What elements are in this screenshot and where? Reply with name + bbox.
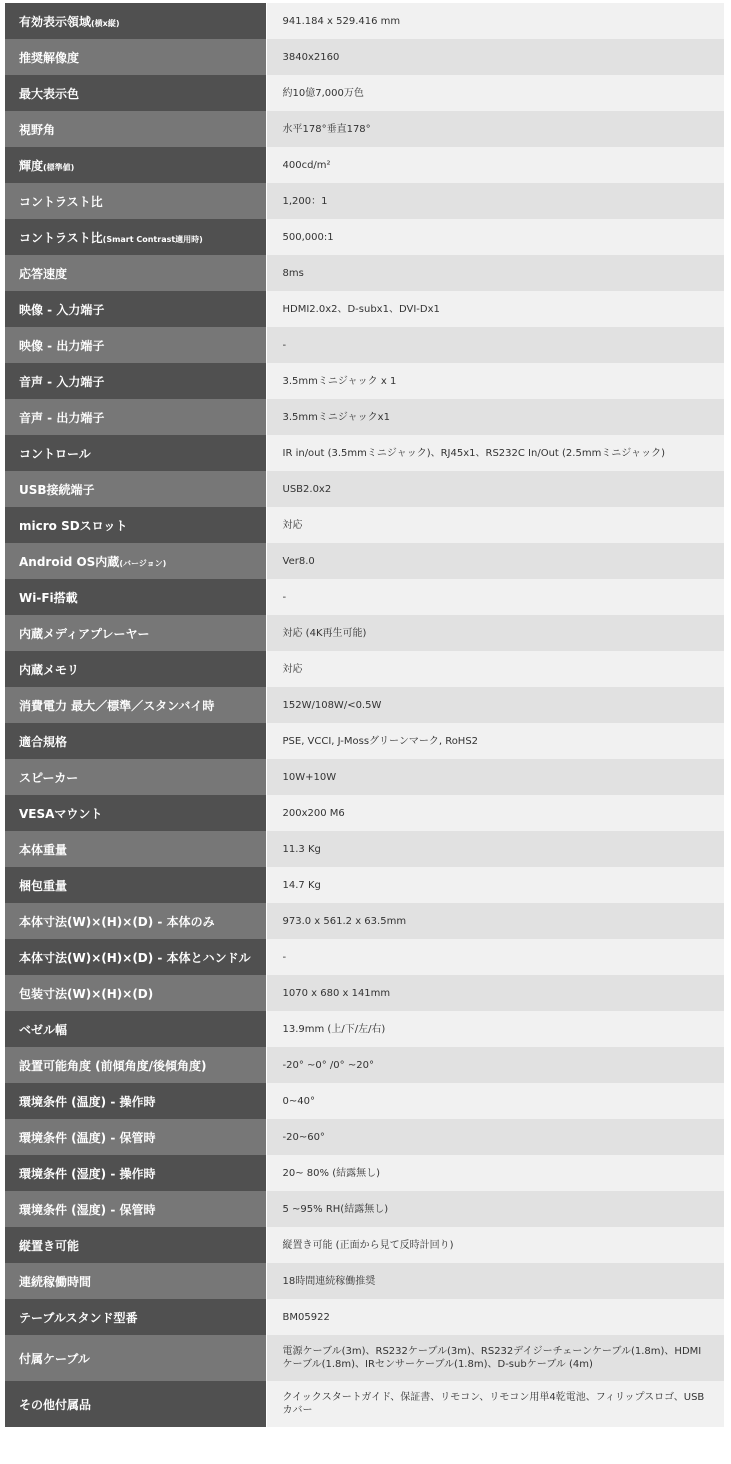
spec-label: 有効表示領域	[19, 14, 92, 29]
spec-label: コントラスト比	[19, 230, 103, 245]
spec-value: 400cd/m²	[266, 147, 724, 183]
spec-label: Android OS内蔵	[19, 554, 120, 569]
spec-row	[5, 1263, 724, 1299]
spec-row	[5, 723, 724, 759]
spec-label-cell	[5, 147, 266, 183]
spec-label-cell	[5, 651, 266, 687]
spec-row	[5, 1191, 724, 1227]
spec-label-cell	[5, 579, 266, 615]
spec-row	[5, 579, 724, 615]
spec-label-cell	[5, 39, 266, 75]
spec-row	[5, 1011, 724, 1047]
spec-label-cell	[5, 975, 266, 1011]
spec-label: 輝度	[19, 158, 44, 173]
spec-row	[5, 903, 724, 939]
spec-label-cell	[5, 687, 266, 723]
spec-label-cell	[5, 255, 266, 291]
spec-label: 応答速度	[19, 266, 68, 281]
spec-label-cell	[5, 1227, 266, 1263]
spec-value: PSE, VCCI, J-Mossグリーンマーク, RoHS2	[266, 723, 724, 759]
spec-label-cell	[5, 1119, 266, 1155]
spec-label: 音声 - 出力端子	[19, 410, 105, 425]
spec-label: 音声 - 入力端子	[19, 374, 105, 389]
spec-row	[5, 75, 724, 111]
spec-label: 付属ケーブル	[19, 1351, 90, 1366]
spec-label-cell	[5, 903, 266, 939]
spec-label-note: (横x縦)	[91, 18, 120, 28]
spec-label-cell	[5, 543, 266, 579]
spec-label: 本体重量	[19, 842, 68, 857]
spec-value: 対応	[266, 651, 724, 687]
spec-label-cell	[5, 435, 266, 471]
spec-value: HDMI2.0x2、D-subx1、DVI-Dx1	[266, 291, 724, 327]
spec-label: コントロール	[19, 446, 91, 461]
spec-table-body	[5, 3, 724, 1427]
spec-value: -	[266, 939, 724, 975]
spec-value: 13.9mm (上/下/左/右)	[266, 1011, 724, 1047]
spec-label: 縦置き可能	[19, 1238, 80, 1253]
spec-label-cell	[5, 111, 266, 147]
spec-label-cell	[5, 723, 266, 759]
spec-label: 設置可能角度 (前傾角度/後傾角度)	[19, 1058, 207, 1073]
spec-value: 水平178°垂直178°	[266, 111, 724, 147]
spec-row	[5, 219, 724, 255]
spec-row	[5, 759, 724, 795]
spec-row	[5, 327, 724, 363]
spec-value: 20~ 80% (結露無し)	[266, 1155, 724, 1191]
spec-label-cell	[5, 1263, 266, 1299]
spec-row	[5, 867, 724, 903]
spec-label-cell	[5, 327, 266, 363]
spec-label: 本体寸法(W)×(H)×(D) - 本体とハンドル	[19, 950, 251, 965]
spec-value: 5 ~95% RH(結露無し)	[266, 1191, 724, 1227]
spec-label-cell	[5, 291, 266, 327]
spec-value: IR in/out (3.5mmミニジャック)、RJ45x1、RS232C In/Out (2.5mmミニジャック)	[266, 435, 724, 471]
spec-label-cell	[5, 1047, 266, 1083]
spec-label: 最大表示色	[19, 86, 80, 101]
spec-value: -	[266, 579, 724, 615]
spec-value: BM05922	[266, 1299, 724, 1335]
spec-label: micro SDスロット	[19, 518, 128, 533]
spec-value: 3.5mmミニジャック x 1	[266, 363, 724, 399]
spec-label: スピーカー	[19, 770, 79, 785]
spec-label: Wi-Fi搭載	[19, 590, 78, 605]
spec-value: 18時間連続稼働推奨	[266, 1263, 724, 1299]
spec-row	[5, 687, 724, 723]
spec-label: ベゼル幅	[19, 1022, 68, 1037]
spec-label: 視野角	[19, 122, 56, 137]
spec-label: 連続稼働時間	[19, 1274, 92, 1289]
spec-row	[5, 1083, 724, 1119]
spec-row	[5, 1227, 724, 1263]
spec-row	[5, 471, 724, 507]
spec-label-cell	[5, 507, 266, 543]
spec-label: 環境条件 (温度) - 保管時	[19, 1130, 156, 1145]
spec-value: 8ms	[266, 255, 724, 291]
spec-label-cell	[5, 1191, 266, 1227]
spec-row	[5, 1047, 724, 1083]
spec-label-cell	[5, 795, 266, 831]
spec-label: その他付属品	[19, 1397, 92, 1412]
spec-label: 内蔵メディアプレーヤー	[19, 626, 150, 641]
spec-table	[5, 3, 724, 1427]
spec-value: 対応	[266, 507, 724, 543]
spec-value: Ver8.0	[266, 543, 724, 579]
spec-value: -20° ~0° /0° ~20°	[266, 1047, 724, 1083]
spec-label-note: (標準値)	[43, 162, 75, 172]
spec-value: 973.0 x 561.2 x 63.5mm	[266, 903, 724, 939]
spec-value: クイックスタートガイド、保証書、リモコン、リモコン用単4乾電池、フィリップスロゴ、USBカバー	[266, 1381, 724, 1427]
spec-label-cell	[5, 831, 266, 867]
spec-label-cell	[5, 1155, 266, 1191]
spec-value: 10W+10W	[266, 759, 724, 795]
spec-value: 1070 x 680 x 141mm	[266, 975, 724, 1011]
spec-value: 500,000:1	[266, 219, 724, 255]
spec-row	[5, 399, 724, 435]
spec-label: 映像 - 入力端子	[19, 302, 105, 317]
spec-label-note: (Smart Contrast適用時)	[102, 234, 203, 244]
spec-label: 適合規格	[19, 734, 68, 749]
spec-row	[5, 651, 724, 687]
spec-value: USB2.0x2	[266, 471, 724, 507]
spec-label-cell	[5, 183, 266, 219]
spec-row	[5, 1299, 724, 1335]
spec-value: 11.3 Kg	[266, 831, 724, 867]
spec-value: 縦置き可能 (正面から見て反時計回り)	[266, 1227, 724, 1263]
spec-row	[5, 831, 724, 867]
spec-value: -	[266, 327, 724, 363]
spec-label: 環境条件 (温度) - 操作時	[19, 1094, 156, 1109]
spec-row	[5, 975, 724, 1011]
spec-row	[5, 795, 724, 831]
spec-label-cell	[5, 471, 266, 507]
spec-value: 3840x2160	[266, 39, 724, 75]
spec-value: 200x200 M6	[266, 795, 724, 831]
spec-row	[5, 1335, 724, 1381]
spec-label-cell	[5, 75, 266, 111]
spec-row	[5, 111, 724, 147]
spec-value: 対応 (4K再生可能)	[266, 615, 724, 651]
spec-label: 内蔵メモリ	[19, 662, 80, 677]
spec-label: 推奨解像度	[19, 50, 80, 65]
spec-label: コントラスト比	[19, 194, 103, 209]
spec-label-cell	[5, 1011, 266, 1047]
spec-row	[5, 507, 724, 543]
spec-label: 包装寸法(W)×(H)×(D)	[19, 986, 154, 1001]
spec-row	[5, 435, 724, 471]
spec-label-cell	[5, 1335, 266, 1381]
spec-value: 14.7 Kg	[266, 867, 724, 903]
spec-label-cell	[5, 615, 266, 651]
spec-row	[5, 3, 724, 39]
spec-label-cell	[5, 363, 266, 399]
spec-label-cell	[5, 1299, 266, 1335]
spec-value: 電源ケーブル(3m)、RS232ケーブル(3m)、RS232デイジーチェーンケーブル(1.8m)、HDMIケーブル(1.8m)、IRセンサーケーブル(1.8m)、D-subケーブル (4m)	[266, 1335, 724, 1381]
spec-row	[5, 39, 724, 75]
spec-row	[5, 1155, 724, 1191]
spec-label: VESAマウント	[19, 806, 103, 821]
spec-value: 0~40°	[266, 1083, 724, 1119]
spec-row	[5, 363, 724, 399]
spec-label-cell	[5, 1381, 266, 1427]
spec-label-cell	[5, 867, 266, 903]
spec-value: -20~60°	[266, 1119, 724, 1155]
spec-label: 本体寸法(W)×(H)×(D) - 本体のみ	[19, 914, 215, 929]
spec-label: 環境条件 (湿度) - 操作時	[19, 1166, 156, 1181]
spec-row	[5, 615, 724, 651]
spec-row	[5, 291, 724, 327]
spec-row	[5, 1119, 724, 1155]
spec-label: 消費電力 最大／標準／スタンバイ時	[19, 698, 215, 713]
spec-value: 1,200：1	[266, 183, 724, 219]
spec-label: テーブルスタンド型番	[19, 1310, 138, 1325]
spec-row	[5, 939, 724, 975]
spec-label-cell	[5, 1083, 266, 1119]
spec-label: 環境条件 (湿度) - 保管時	[19, 1202, 156, 1217]
spec-label-cell	[5, 399, 266, 435]
spec-label: 梱包重量	[19, 878, 68, 893]
spec-label-cell	[5, 219, 266, 255]
spec-row	[5, 147, 724, 183]
spec-row	[5, 543, 724, 579]
spec-label: 映像 - 出力端子	[19, 338, 105, 353]
spec-value: 941.184 x 529.416 mm	[266, 3, 724, 39]
spec-label: USB接続端子	[19, 482, 95, 497]
spec-row	[5, 255, 724, 291]
spec-label-cell	[5, 3, 266, 39]
spec-row	[5, 183, 724, 219]
spec-value: 3.5mmミニジャックx1	[266, 399, 724, 435]
spec-label-note: (バージョン)	[119, 558, 167, 568]
spec-value: 152W/108W/<0.5W	[266, 687, 724, 723]
spec-label-cell	[5, 759, 266, 795]
spec-value: 約10億7,000万色	[266, 75, 724, 111]
spec-label-cell	[5, 939, 266, 975]
spec-row	[5, 1381, 724, 1427]
